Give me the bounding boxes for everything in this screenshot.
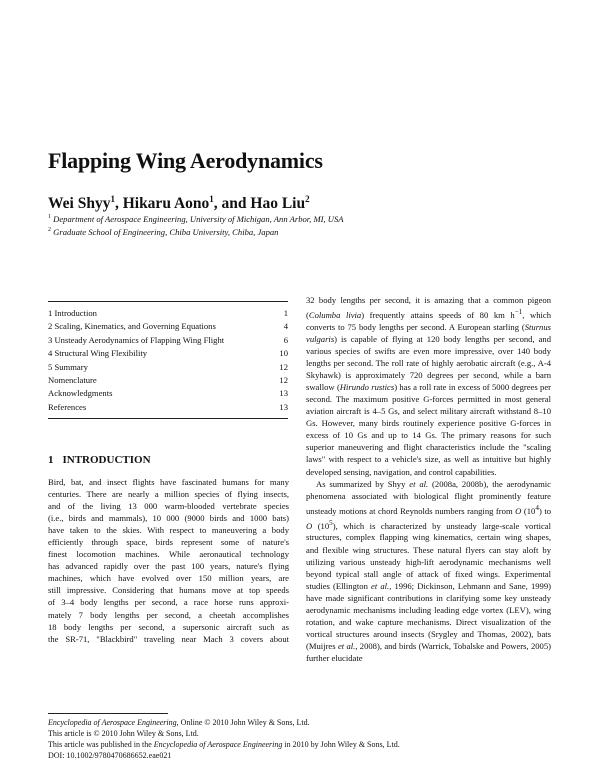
section-number: 1: [48, 454, 54, 466]
toc-page: 1: [283, 308, 288, 318]
toc-page: 6: [283, 334, 288, 345]
author-affiliation-mark: 1: [110, 194, 115, 204]
body-paragraph: [306, 478, 551, 664]
author-affiliation-mark: 1: [209, 194, 214, 204]
author-name: Hikaru Aono: [122, 195, 210, 213]
body-paragraph: [306, 294, 551, 478]
toc-page: 4: [283, 321, 288, 332]
section-heading: [48, 454, 151, 466]
toc-page: 13: [279, 401, 288, 412]
exponent: 4: [535, 503, 539, 512]
affiliation-2: [48, 227, 278, 237]
body-line: 18 body lengths per second, a supersonic aircraft such as: [48, 621, 289, 632]
order-symbol: O: [306, 520, 313, 531]
body-line: mately 7 body lengths per second, a cheetah accomplishes: [48, 609, 289, 620]
text-run: , which converts to 75 body lengths per second. A European starling (: [306, 309, 551, 332]
toc-entry[interactable]: [48, 374, 288, 387]
citation-etal: et al.: [337, 640, 356, 651]
author-name: Wei Shyy: [48, 195, 111, 213]
section-title: INTRODUCTION: [62, 454, 151, 466]
text-run: , 2008), and birds (Warrick, Tobalske and Powers, 2005) further elucidate: [306, 640, 552, 663]
footer-line: [48, 717, 400, 728]
toc-page: 13: [279, 388, 288, 399]
affiliation-mark: 2: [48, 227, 51, 234]
text-run: (10: [312, 520, 330, 531]
toc-label: 4 Structural Wing Flexibility: [48, 348, 148, 359]
right-column-text: [306, 294, 551, 664]
species-name: Sturnus vulgaris: [306, 321, 551, 344]
text-run: As summarized by Shyy: [316, 478, 410, 489]
species-name: Hirundo rustics: [339, 382, 395, 393]
text-run: (10: [521, 505, 536, 516]
publication-title: Encyclopedia of Aerospace Engineering: [153, 740, 283, 749]
toc-label: 5 Summary: [48, 361, 88, 372]
body-line: Bird, bat, and insect flights have fascinated humans for many: [48, 477, 289, 487]
unit-exponent: −1: [514, 308, 523, 317]
body-line: still impressive. Considering that humans move at top speeds: [48, 585, 289, 596]
affiliation-mark: 1: [48, 214, 51, 221]
text-run: This article was published in the: [48, 740, 154, 749]
text-run: ) to: [538, 505, 551, 516]
author-affiliation-mark: 2: [305, 194, 310, 204]
toc-page: 12: [279, 375, 288, 386]
body-line: (i.e., birds and mammals), 10 000 (9000 birds and 1000 bats): [48, 513, 289, 524]
text-run: ) is capable of flying at 120 body lengths per second, and various species of swifts are even more impressive, over 140 body lengths per second. The roll rate of highly aerobatic aircraft (e.g., A-4 Skyhawk) is approximately 720 degrees per second, while a barn swallow (: [306, 334, 551, 393]
footer-notice: [48, 717, 400, 761]
footer-line: [48, 739, 400, 750]
toc-entry[interactable]: [48, 334, 288, 347]
toc-label: Nomenclature: [48, 375, 97, 386]
publication-title: Encyclopedia of Aerospace Engineering: [48, 718, 177, 727]
body-line: efficiently through space, birds represent some of nature's: [48, 537, 289, 548]
citation-etal: et al.: [409, 478, 429, 489]
text-run: 32 body lengths per second, it is amazing that a common pigeon (: [306, 295, 551, 320]
toc-label: 3 Unsteady Aerodynamics of Flapping Wing Flight: [48, 334, 225, 345]
text-run: ), which is characterized by unsteady large-scale vortical structures, complex flapping wing kinematics, certain wing shapes, and flexible wing structures. These natural flyers can stay aloft by utilizing various unsteady high-lift aerodynamic mechanisms well beyond typical stall angle of attack of fixed wings. Experimental studies (Ellington: [306, 520, 551, 591]
toc-label: References: [48, 401, 87, 412]
affiliation-text: Department of Aerospace Engineering, University of Michigan, Ann Arbor, MI, USA: [53, 214, 344, 224]
toc-label: Acknowledgments: [48, 388, 113, 399]
left-column-text: [48, 476, 289, 645]
toc-entry[interactable]: [48, 320, 288, 333]
affiliation-1: [48, 214, 344, 224]
body-line: have taken to the skies. With respect to maneuvering a body: [48, 525, 289, 536]
text-run: in 2010 by John Wiley & Sons, Ltd.: [282, 740, 400, 749]
species-name: Columba livia: [308, 309, 362, 320]
author-list: [48, 194, 310, 213]
exponent: 5: [329, 518, 333, 527]
body-line: of 3–4 body lengths per second, a race horse runs approxi-: [48, 597, 289, 608]
body-line: has advanced rapidly over the past 100 years, nature's flying: [48, 561, 289, 572]
footer-line: This article is © 2010 John Wiley & Sons, Ltd.: [48, 729, 199, 738]
toc-page: 12: [279, 361, 288, 372]
body-line: and of the living 13 000 warm-blooded vertebrate species: [48, 501, 289, 512]
text-run: ) frequently attains speeds of 80 km h: [361, 309, 515, 320]
text-run: ) has a roll rate in excess of 5000 degrees per second. The maximum positive G-forces permitted in most general aviation aircraft is 4–5 Gs, and select military aircraft withstand 8–10 Gs. However, many birds routinely experience positive G-forces in excess of 10 Gs and up to 14 Gs. The primary reasons for such superior maneuvering and flight characteristics include the "scaling laws" with respect to a vehicle's size, as well as intuitive but highly developed sensing, navigation, and control capabilities.: [306, 382, 551, 477]
author-separator: ,: [114, 195, 123, 213]
article-title: Flapping Wing Aerodynamics: [48, 148, 323, 173]
toc-label: 2 Scaling, Kinematics, and Governing Equations: [48, 321, 216, 332]
affiliation-text: Graduate School of Engineering, Chiba University, Chiba, Japan: [53, 227, 279, 237]
body-line: machines, which have evolved over 150 million years, are: [48, 573, 289, 584]
text-run: , Online © 2010 John Wiley & Sons, Ltd.: [176, 718, 310, 727]
toc-entry[interactable]: [48, 361, 288, 374]
body-line: finest locomotion machines. While aeronautical technology: [48, 549, 289, 560]
order-symbol: O: [515, 505, 522, 516]
citation-etal: et al.: [371, 580, 390, 591]
table-of-contents: [48, 301, 288, 419]
footer-rule: [48, 713, 168, 714]
toc-entry[interactable]: [48, 307, 288, 320]
body-line: centuries. There are nearly a million species of flying insects,: [48, 489, 289, 500]
body-line: the SR-71, "Blackbird" traveling near Mach 3 covers about: [48, 633, 289, 644]
toc-entry[interactable]: [48, 347, 288, 360]
author-separator: , and: [213, 195, 251, 213]
author-name: Hao Liu: [250, 195, 306, 213]
doi-line[interactable]: DOI: 10.1002/9780470686652.eae021: [48, 751, 172, 760]
toc-entry[interactable]: [48, 401, 288, 414]
text-run: , 1996; Dickinson, Lehmann and Sane, 1999) have made significant contributions in clarifying some key unsteady aerodynamic mechanisms including leading edge vortex (LEV), wing rotation, and wake capture mechanisms. Direct visualization of the vortical structures around insects (Srygley and Thomas, 2002), bats (Muijres: [306, 580, 552, 651]
toc-entry[interactable]: [48, 387, 288, 400]
toc-page: 10: [279, 348, 288, 359]
toc-label: 1 Introduction: [48, 308, 97, 318]
text-run: (2008a, 2008b), the aerodynamic phenomena associated with biological flight prominently feature unsteady motions at chord Reynolds numbers ranging from: [306, 478, 551, 516]
